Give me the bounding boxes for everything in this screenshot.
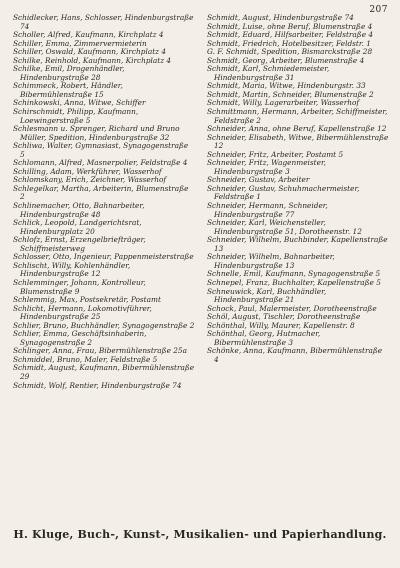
directory-entry: Schmittmann, Hermann, Arbeiter, Schiffmeister, Feldstraße 2 [207, 108, 388, 125]
directory-entry: Schlischt, Willy, Kohlenhändler, Hindenburgstraße 12 [13, 261, 131, 279]
directory-entry: Schneider, Karl, Weichensteller, Hindenburgstraße 51, Dorotheenstr. 12 [207, 219, 362, 236]
directory-entry: Schlomskany, Erich, Zeichner, Wasserhof [13, 176, 167, 185]
directory-entry: Schilling, Adam, Werkführer, Wasserhof [13, 167, 162, 176]
directory-entry: Schnelle, Emil, Kaufmann, Synagogenstraße 5 [207, 270, 381, 279]
directory-entry: Schlesmann u. Sprenger, Richard und Bruno Müller, Spedition, Hindenburgstraße 32 [13, 125, 180, 142]
directory-entry: Schmidt, Willy, Lagerarbeiter, Wasserhof [207, 99, 360, 108]
directory-entry: Schliwa, Walter, Gymnasiast, Synagogenstraße 5 [13, 142, 189, 159]
directory-entry: Schneider, Elisabeth, Witwe, Bibermühlenstraße 12 [207, 133, 389, 151]
directory-entry: Schnepel, Franz, Buchhalter, Kapellenstraße 5 [207, 278, 381, 287]
directory-entry: Schock, Paul, Malermeister, Dorotheenstraße [207, 304, 377, 313]
directory-entry: Schlinemacher, Otto, Bahnarbeiter, Hindenburgstraße 48 [13, 202, 145, 219]
directory-entry: Schiller, Oswald, Kaufmann, Kirchplatz 4 [13, 48, 167, 57]
footer-advertisement: H. Kluge, Buch-, Kunst-, Musikalien- und Papierhandlung. [13, 528, 387, 541]
directory-entry: Schlomann, Alfred, Masnerpolier, Feldstraße 4 [13, 159, 188, 168]
directory-entry: Schneider, Gustav, Arbeiter [207, 176, 310, 185]
directory-entry: Schlegelkar, Martha, Arbeiterin, Blumenstraße 2 [13, 184, 189, 202]
directory-entry: Schmidt, August, Hindenburgstraße 74 [207, 14, 354, 22]
directory-entry: Schlinger, Anna, Frau, Bibermühlenstraße 25a [13, 347, 187, 356]
directory-entry: Schneider, Gustav, Schuhmachermeister, Feldstraße 1 [207, 184, 360, 202]
directory-entry: Schmidt, Karl, Schmiedemeister, Hindenburgstraße 31 [207, 65, 330, 82]
directory-entry: Schneuwick, Karl, Buchhändler, Hindenburgstraße 21 [207, 287, 327, 305]
directory-entry: Schlemminger, Johann, Kontrolleur, Blumenstraße 9 [13, 278, 146, 296]
directory-entry: Schneider, Hermann, Schneider, Hindenburgstraße 77 [207, 202, 328, 219]
directory-entry: Schilke, Emil, Drogenhändler, Hindenburgstraße 28 [13, 65, 125, 82]
directory-entry: Schmidt, Wolf, Rentier, Hindenburgstraße 74 [13, 381, 182, 390]
directory-entry: Schlick, Leopold, Landgerichtsrat, Hindenburgplatz 20 [13, 219, 142, 236]
directory-entry: Scholler, Alfred, Kaufmann, Kirchplatz 4 [13, 31, 164, 40]
directory-entry: Schneider, Wilhelm, Bahnarbeiter, Hindenburgstraße 13 [207, 253, 335, 270]
directory-entry: Schidlecker, Hans, Schlosser, Hindenburgstraße 74 [13, 14, 194, 31]
directory-entry: Schmidt, Friedrich, Hotelbesitzer, Feldstr. 1 [207, 39, 371, 48]
directory-entry: Schirschmidt, Philipp, Kaufmann, Loewingerstraße 5 [13, 108, 139, 125]
directory-entry: Schlier, Emma, Geschäftsinhaberin, Synagogenstraße 2 [13, 330, 147, 347]
directory-entry: Schneider, Wilhelm, Buchbinder, Kapellenstraße 13 [207, 236, 388, 253]
page-number: 207 [369, 5, 388, 15]
directory-entry: Schneider, Fritz, Arbeiter, Postamt 5 [207, 150, 344, 159]
directory-entry: Schlemmig, Max, Postsekretär, Postamt [13, 296, 161, 305]
directory-entry: Schlofz, Ernst, Erzengelbriefträger, Schiffmeisterweg [13, 236, 146, 253]
directory-entry: Schmiddel, Bruno, Maler, Feldstraße 5 [13, 355, 158, 364]
directory-entry: Schlicht, Hermann, Lokomotivführer, Hindenburgstraße 25 [13, 304, 152, 322]
directory-entry: Schmidt, Eduard, Hilfsarbeiter, Feldstraße 4 [207, 31, 374, 40]
directory-entry: Schmidt, Georg, Arbeiter, Blumenstraße 4 [207, 56, 365, 65]
left-column [13, 14, 195, 390]
directory-entry: Schneider, Fritz, Wagenmeister, Hindenburgstraße 3 [207, 159, 326, 176]
directory-entry: Schlier, Bruno, Buchhändler, Synagogenstraße 2 [13, 321, 195, 330]
directory-entry: Schmidt, Luise, ohne Beruf, Blumenstraße 4 [207, 22, 373, 31]
directory-entry: G. F. Schmidt, Spedition, Bismarckstraße 28 [207, 48, 373, 57]
directory-entry: Schimmeck, Robert, Händler, Bibermühlenstraße 15 [13, 82, 123, 99]
directory-entry: Schinkowski, Anna, Witwe, Schiffer [13, 99, 146, 108]
directory-entry: Schmidt, Maria, Witwe, Hindenburgstr. 33 [207, 82, 366, 91]
directory-entry: Schönke, Anna, Kaufmann, Bibermühlenstraße 4 [207, 347, 383, 364]
directory-entry: Schlosser, Otto, Ingenieur, Pappenmeisterstraße [13, 253, 194, 262]
directory-entry: Schöl, August, Tischler, Dorotheenstraße [207, 313, 361, 322]
right-column [207, 14, 389, 364]
directory-entry: Schönthal, Willy, Maurer, Kapellenstr. 8 [207, 321, 355, 330]
directory-entry: Schönthal, Georg, Hutmacher, Bibermühlenstraße 3 [207, 330, 321, 347]
directory-entry: Schmidt, August, Kaufmann, Bibermühlenstraße 29 [13, 364, 195, 381]
directory-entry: Schmidt, Martin, Schneider, Blumenstraße 2 [207, 90, 374, 99]
directory-entry: Schiller, Emma, Zimmervermieterin [13, 39, 147, 48]
directory-entry: Schneider, Anna, ohne Beruf, Kapellenstraße 12 [207, 125, 387, 134]
directory-entry: Schilke, Reinhold, Kaufmann, Kirchplatz 4 [13, 56, 172, 65]
